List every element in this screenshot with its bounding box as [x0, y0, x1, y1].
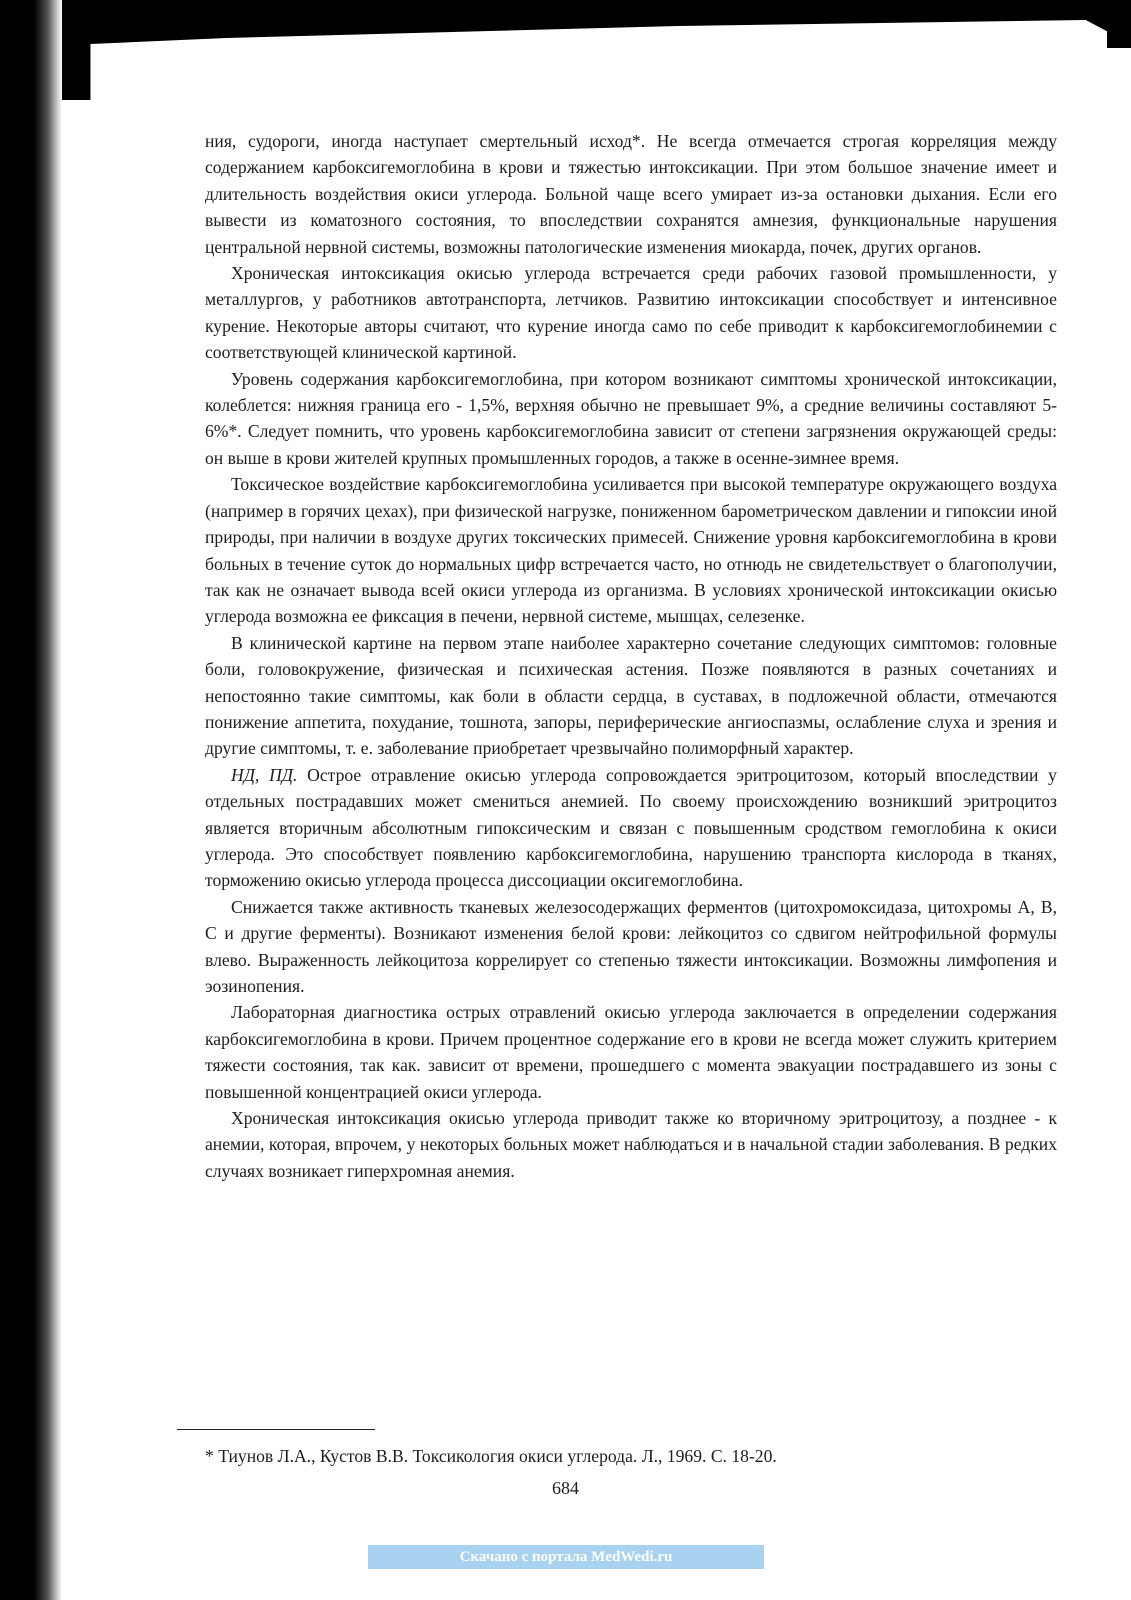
paragraph-7: Снижается также активность тканевых железосодержащих ферментов (цитохромоксидаза, цитохромы А, В, С и другие ферменты). Возникают изменения белой крови: лейкоцитоз со сдвигом нейтрофильной формулы влево. Выраженность лейкоцитоза коррелирует со степенью тяжести интоксикации. Возможны лимфопения и эозинопения. [205, 896, 1057, 996]
footnote: * Тиунов Л.А., Кустов В.В. Токсикология окиси углерода. Л., 1969. С. 18-20. [205, 1446, 777, 1466]
watermark-banner: Скачано с портала MedWedi.ru [368, 1545, 764, 1569]
paragraph-8: Лабораторная диагностика острых отравлений окисью углерода заключается в определении содержания карбоксигемоглобина в крови. Причем процентное содержание его в крови не всегда может служить критерием тяжести состояния, так как. зависит от времени, прошедшего с момента эвакуации пострадавшего из зоны с повышенной концентрацией окиси углерода. [205, 1002, 1057, 1102]
scan-top-shadow [0, 0, 1131, 100]
footnote-divider [177, 1429, 375, 1430]
paragraph-1: ния, судороги, иногда наступает смертельный исход*. Не всегда отмечается строгая корреляция между содержанием карбоксигемоглобина в крови и тяжестью интоксикации. При этом большое значение имеет и длительность воздействия окиси углерода. Больной чаще всего умирает из-за остановки дыхания. Если его вывести из коматозного состояния, то впоследствии сохранятся амнезия, функциональные нарушения центральной нервной системы, возможны патологические изменения миокарда, почек, других органов. [205, 131, 1057, 257]
paragraph-9: Хроническая интоксикация окисью углерода приводит также ко вторичному эритроцитозу, а позднее - к анемии, которая, впрочем, у некоторых больных может наблюдаться и в начальной стадии заболевания. В редких случаях возникает гиперхромная анемия. [205, 1108, 1057, 1181]
page-body [205, 128, 1057, 1184]
paragraph-3: Уровень содержания карбоксигемоглобина, при котором возникают симптомы хронической интоксикации, колеблется: нижняя граница его - 1,5%, верхняя обычно не превышает 9%, а средние величины составляют 5-6%*. Следует помнить, что уровень карбоксигемоглобина зависит от степени загрязнения окружающей среды: он выше в крови жителей крупных промышленных городов, а также в осенне-зимнее время. [205, 368, 1057, 468]
paragraph-6-text: Острое отравление окисью углерода сопровождается эритроцитозом, который впоследствии у отдельных пострадавших может смениться анемией. По своему происхождению возникший эритроцитоз является вторичным абсолютным гипоксическим и связан с повышенным сродством гемоглобина к окиси углерода. Это способствует появлению карбоксигемоглобина, нарушению транспорта кислорода в тканях, торможению окисью углерода процесса диссоциации оксигемоглобина. [205, 764, 1057, 891]
paragraph-5: В клинической картине на первом этапе наиболее характерно сочетание следующих симптомов: головные боли, головокружение, физическая и психическая астения. Позже появляются в разных сочетаниях и непостоянно такие симптомы, как боли в области сердца, в суставах, в подложечной области, отмечаются понижение аппетита, похудание, тошнота, запоры, периферические ангиоспазмы, ослабление слуха и зрения и другие симптомы, т. е. заболевание приобретает чрезвычайно полиморфный характер. [205, 632, 1057, 759]
paragraph-6 [205, 762, 1057, 894]
paragraph-2: Хроническая интоксикация окисью углерода встречается среди рабочих газовой промышленности, у металлургов, у работников автотранспорта, летчиков. Развитию интоксикации способствует и интенсивное курение. Некоторые авторы считают, что курение иногда само по себе приводит к карбоксигемоглобинемии с соответствующей клинической картиной. [205, 263, 1057, 363]
scan-left-shadow [0, 0, 62, 1600]
scan-corner-shadow [1107, 0, 1131, 48]
section-label: НД, ПД. [231, 764, 298, 785]
paragraph-4: Токсическое воздействие карбоксигемоглобина усиливается при высокой температуре окружающего воздуха (например в горячих цехах), при физической нагрузке, пониженном барометрическом давлении и гипоксии иной природы, при наличии в воздухе других токсических примесей. Снижение уровня карбоксигемоглобина в крови больных в течение суток до нормальных цифр встречается часто, но отнюдь не свидетельствует о благополучии, так как не означает вывода всей окиси углерода из организма. В условиях хронической интоксикации окисью углерода возможна ее фиксация в печени, нервной системе, мышцах, селезенке. [205, 474, 1057, 627]
page-number: 684 [552, 1478, 579, 1498]
